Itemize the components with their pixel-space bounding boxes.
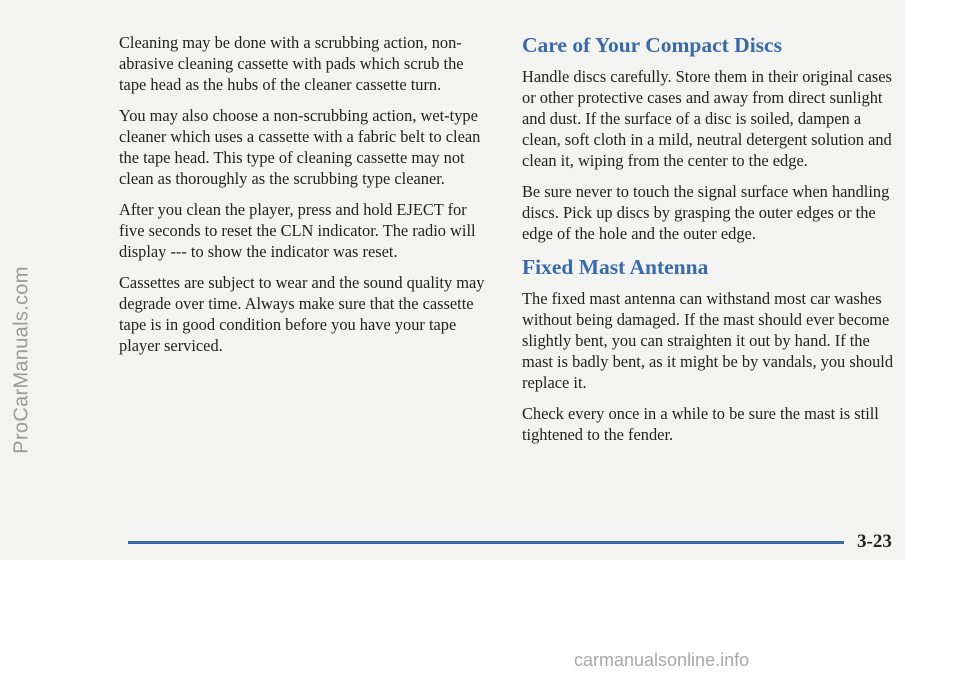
paragraph-scrubbing-cleaner: Cleaning may be done with a scrubbing action, non-abrasive cleaning cassette with pads which scrub the tape head as the hubs of the cleaner cassette turn. <box>119 33 464 94</box>
footer-rule <box>128 541 844 544</box>
left-column <box>119 32 491 366</box>
paragraph-cassette-wear: Cassettes are subject to wear and the sound quality may degrade over time. Always make sure that the cassette tape is in good condition before you have your tape player serviced. <box>119 273 485 355</box>
paragraph-handle-discs: Handle discs carefully. Store them in their original cases or other protective cases and away from direct sunlight and dust. If the surface of a disc is soiled, dampen a clean, soft cloth in a mild, neutral detergent solution and clean it, wiping from the center to the edge. <box>522 67 892 170</box>
right-column <box>522 32 894 455</box>
heading-care-of-compact-discs: Care of Your Compact Discs <box>522 33 782 57</box>
side-watermark: ProCarManuals.com <box>10 266 33 454</box>
paragraph-mast-car-washes: The fixed mast antenna can withstand most car washes without being damaged. If the mast should ever become slightly bent, you can straighten it out by hand. If the mast is badly bent, as it might be by vandals, you should replace it. <box>522 289 894 392</box>
heading-fixed-mast-antenna: Fixed Mast Antenna <box>522 255 709 279</box>
paragraph-mast-tightened: Check every once in a while to be sure the mast is still tightened to the fender. <box>522 404 879 444</box>
paragraph-signal-surface: Be sure never to touch the signal surface when handling discs. Pick up discs by grasping the outer edges or the edge of the hole and the outer edge. <box>522 182 890 243</box>
page-number: 3-23 <box>857 531 892 552</box>
paragraph-reset-cln-indicator: After you clean the player, press and hold EJECT for five seconds to reset the CLN indicator. The radio will display --- to show the indicator was reset. <box>119 200 476 261</box>
paragraph-wet-type-cleaner: You may also choose a non-scrubbing action, wet-type cleaner which uses a cassette with a fabric belt to clean the tape head. This type of cleaning cassette may not clean as thoroughly as the scrubbing type cleaner. <box>119 106 481 188</box>
footer-watermark: carmanualsonline.info <box>574 650 750 670</box>
